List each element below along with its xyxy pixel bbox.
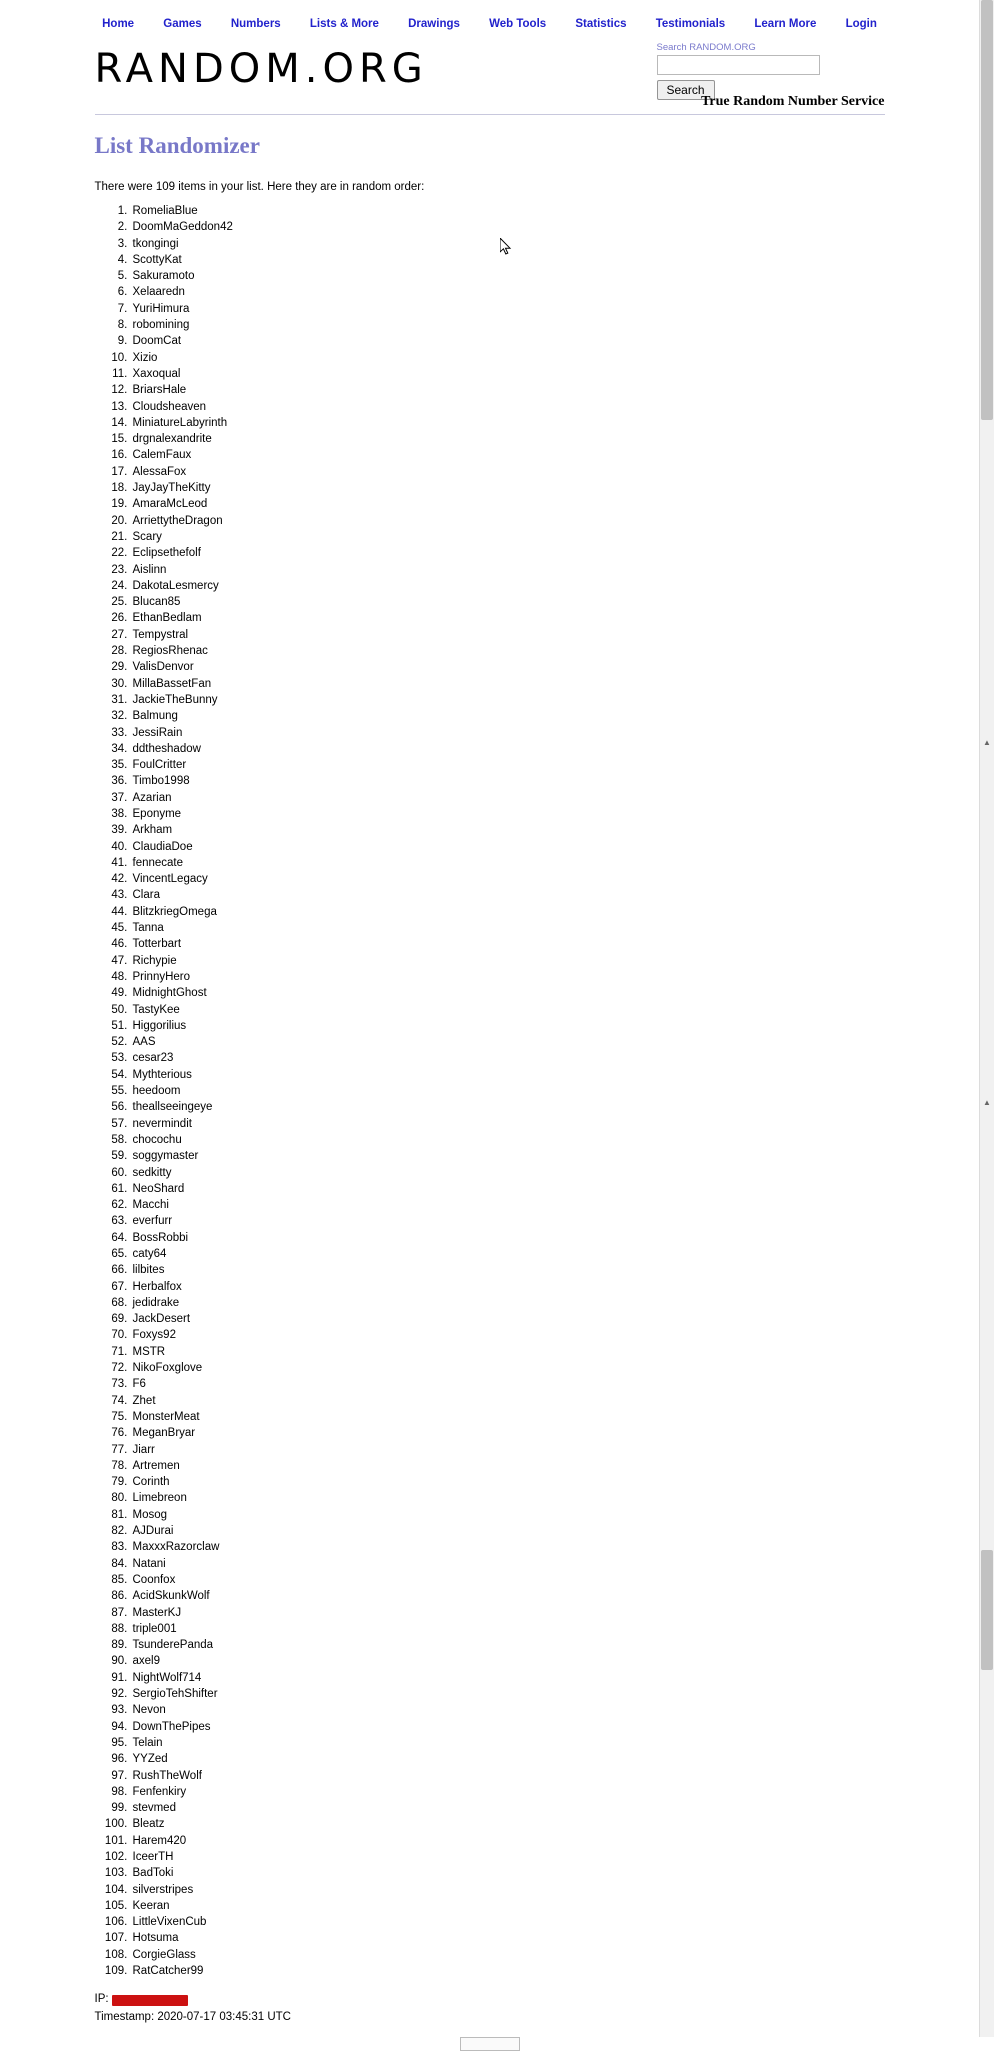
- list-item: 80. Limebreon: [131, 1490, 885, 1506]
- list-item: 24. DakotaLesmercy: [131, 578, 885, 594]
- list-item: 54. Mythterious: [131, 1067, 885, 1083]
- list-item: 74. Zhet: [131, 1393, 885, 1409]
- list-item: 7. YuriHimura: [131, 301, 885, 317]
- list-item: 64. BossRobbi: [131, 1230, 885, 1246]
- list-item: 35. FoulCritter: [131, 757, 885, 773]
- list-item: 44. BlitzkriegOmega: [131, 904, 885, 920]
- search-label: Search RANDOM.ORG: [656, 42, 756, 53]
- list-item: 76. MeganBryar: [131, 1425, 885, 1441]
- list-item: 108. CorgieGlass: [131, 1947, 885, 1963]
- list-item: 46. Totterbart: [131, 936, 885, 952]
- list-item: 60. sedkitty: [131, 1165, 885, 1181]
- list-item: 31. JackieTheBunny: [131, 692, 885, 708]
- list-item: 25. Blucan85: [131, 594, 885, 610]
- list-item: 84. Natani: [131, 1556, 885, 1572]
- list-item: 4. ScottyKat: [131, 252, 885, 268]
- list-item: 101. Harem420: [131, 1833, 885, 1849]
- nav-item-web-tools[interactable]: Web Tools: [489, 18, 547, 30]
- list-item: 57. nevermindit: [131, 1116, 885, 1132]
- ip-line: [95, 1993, 885, 2005]
- list-item: 77. Jiarr: [131, 1442, 885, 1458]
- nav-item-home[interactable]: Home: [102, 18, 135, 30]
- main-content: [95, 133, 885, 2051]
- list-item: 71. MSTR: [131, 1344, 885, 1360]
- list-item: 6. Xelaaredn: [131, 284, 885, 300]
- nav-item-statistics[interactable]: Statistics: [575, 18, 627, 30]
- list-item: 72. NikoFoxglove: [131, 1360, 885, 1376]
- list-item: 105. Keeran: [131, 1898, 885, 1914]
- list-item: 33. JessiRain: [131, 725, 885, 741]
- list-item: 99. stevmed: [131, 1800, 885, 1816]
- ip-redaction-bar: [112, 1995, 188, 2006]
- page-title: List Randomizer: [94, 133, 260, 158]
- list-item: 39. Arkham: [131, 822, 885, 838]
- list-item: 81. Mosog: [131, 1507, 885, 1523]
- site-tagline: True Random Number Service: [701, 94, 885, 109]
- list-item: 3. tkongingi: [131, 236, 885, 252]
- list-item: 104. silverstripes: [131, 1882, 885, 1898]
- list-item: 73. F6: [131, 1376, 885, 1392]
- nav-item-learn-more[interactable]: Learn More: [754, 18, 817, 30]
- list-item: 9. DoomCat: [131, 333, 885, 349]
- list-item: 68. jedidrake: [131, 1295, 885, 1311]
- nav-item-lists-and-more[interactable]: Lists & More: [309, 18, 379, 30]
- randomized-list: [95, 203, 885, 1979]
- list-item: 14. MiniatureLabyrinth: [131, 415, 885, 431]
- list-item: 40. ClaudiaDoe: [131, 839, 885, 855]
- result-intro-text: There were 109 items in your list. Here they are in random order:: [94, 181, 425, 193]
- list-item: 75. MonsterMeat: [131, 1409, 885, 1425]
- footer-info: [95, 1993, 885, 2023]
- nav-item-drawings[interactable]: Drawings: [408, 18, 460, 30]
- list-item: 8. robomining: [131, 317, 885, 333]
- search-button[interactable]: Search: [657, 80, 715, 100]
- list-item: 13. Cloudsheaven: [131, 399, 885, 415]
- list-item: 87. MasterKJ: [131, 1605, 885, 1621]
- list-item: 93. Nevon: [131, 1702, 885, 1718]
- list-item: 59. soggymaster: [131, 1148, 885, 1164]
- list-item: 20. ArriettytheDragon: [131, 513, 885, 529]
- list-item: 106. LittleVixenCub: [131, 1914, 885, 1930]
- list-item: 85. Coonfox: [131, 1572, 885, 1588]
- list-item: 27. Tempystral: [131, 627, 885, 643]
- scrollbar-thumb[interactable]: [981, 0, 993, 420]
- top-navigation: [0, 0, 979, 30]
- search-area: [657, 42, 857, 100]
- list-item: 82. AJDurai: [131, 1523, 885, 1539]
- search-input[interactable]: [657, 55, 820, 75]
- nav-item-games[interactable]: Games: [163, 18, 202, 30]
- list-item: 41. fennecate: [131, 855, 885, 871]
- scroll-down-icon[interactable]: ▲: [983, 1098, 991, 1107]
- list-item: 88. triple001: [131, 1621, 885, 1637]
- list-item: 50. TastyKee: [131, 1002, 885, 1018]
- scroll-up-icon[interactable]: ▲: [983, 738, 991, 747]
- list-item: 107. Hotsuma: [131, 1930, 885, 1946]
- list-item: 11. Xaxoqual: [131, 366, 885, 382]
- list-item: 19. AmaraMcLeod: [131, 496, 885, 512]
- list-item: 37. Azarian: [131, 790, 885, 806]
- list-item: 67. Herbalfox: [131, 1279, 885, 1295]
- list-item: 65. caty64: [131, 1246, 885, 1262]
- list-item: 38. Eponyme: [131, 806, 885, 822]
- list-item: 70. Foxys92: [131, 1327, 885, 1343]
- list-item: 51. Higgorilius: [131, 1018, 885, 1034]
- list-item: 28. RegiosRhenac: [131, 643, 885, 659]
- list-item: 53. cesar23: [131, 1050, 885, 1066]
- list-item: 62. Macchi: [131, 1197, 885, 1213]
- list-item: 36. Timbo1998: [131, 773, 885, 789]
- list-item: 30. MillaBassetFan: [131, 676, 885, 692]
- list-item: 1. RomeliaBlue: [131, 203, 885, 219]
- list-item: 103. BadToki: [131, 1865, 885, 1881]
- list-item: 98. Fenfenkiry: [131, 1784, 885, 1800]
- list-item: 92. SergioTehShifter: [131, 1686, 885, 1702]
- list-item: 5. Sakuramoto: [131, 268, 885, 284]
- list-item: 86. AcidSkunkWolf: [131, 1588, 885, 1604]
- scrollbar-thumb-secondary[interactable]: [981, 1550, 993, 1670]
- list-item: 45. Tanna: [131, 920, 885, 936]
- list-item: 78. Artremen: [131, 1458, 885, 1474]
- list-item: 22. Eclipsethefolf: [131, 545, 885, 561]
- nav-item-testimonials[interactable]: Testimonials: [655, 18, 726, 30]
- list-item: 29. ValisDenvor: [131, 659, 885, 675]
- list-item: 48. PrinnyHero: [131, 969, 885, 985]
- list-item: 90. axel9: [131, 1653, 885, 1669]
- list-item: 17. AlessaFox: [131, 464, 885, 480]
- site-logo[interactable]: RANDOM.ORG: [94, 46, 428, 92]
- bottom-widget: [460, 2037, 520, 2051]
- list-item: 15. drgnalexandrite: [131, 431, 885, 447]
- list-item: 96. YYZed: [131, 1751, 885, 1767]
- list-item: 61. NeoShard: [131, 1181, 885, 1197]
- list-item: 102. IceerTH: [131, 1849, 885, 1865]
- list-item: 66. lilbites: [131, 1262, 885, 1278]
- list-item: 95. Telain: [131, 1735, 885, 1751]
- list-item: 42. VincentLegacy: [131, 871, 885, 887]
- list-item: 34. ddtheshadow: [131, 741, 885, 757]
- list-item: 58. chocochu: [131, 1132, 885, 1148]
- list-item: 55. heedoom: [131, 1083, 885, 1099]
- list-item: 18. JayJayTheKitty: [131, 480, 885, 496]
- site-header: [95, 42, 885, 114]
- list-item: 83. MaxxxRazorclaw: [131, 1539, 885, 1555]
- timestamp-text: Timestamp: 2020-07-17 03:45:31 UTC: [94, 2011, 291, 2024]
- list-item: 69. JackDesert: [131, 1311, 885, 1327]
- list-item: 43. Clara: [131, 887, 885, 903]
- ip-label: IP:: [94, 1993, 109, 2006]
- list-item: 26. EthanBedlam: [131, 610, 885, 626]
- list-item: 2. DoomMaGeddon42: [131, 219, 885, 235]
- list-item: 16. CalemFaux: [131, 447, 885, 463]
- list-item: 97. RushTheWolf: [131, 1768, 885, 1784]
- list-item: 49. MidnightGhost: [131, 985, 885, 1001]
- list-item: 94. DownThePipes: [131, 1719, 885, 1735]
- vertical-scrollbar[interactable]: [979, 0, 994, 2037]
- list-item: 47. Richypie: [131, 953, 885, 969]
- list-item: 63. everfurr: [131, 1213, 885, 1229]
- list-item: 21. Scary: [131, 529, 885, 545]
- nav-item-numbers[interactable]: Numbers: [230, 18, 281, 30]
- list-item: 79. Corinth: [131, 1474, 885, 1490]
- header-divider: [95, 114, 885, 115]
- list-item: 89. TsunderePanda: [131, 1637, 885, 1653]
- nav-item-login[interactable]: Login: [845, 18, 877, 30]
- list-item: 10. Xizio: [131, 350, 885, 366]
- list-item: 91. NightWolf714: [131, 1670, 885, 1686]
- list-item: 12. BriarsHale: [131, 382, 885, 398]
- list-item: 109. RatCatcher99: [131, 1963, 885, 1979]
- list-item: 23. Aislinn: [131, 562, 885, 578]
- list-item: 100. Bleatz: [131, 1816, 885, 1832]
- list-item: 52. AAS: [131, 1034, 885, 1050]
- list-item: 56. theallseeingeye: [131, 1099, 885, 1115]
- list-item: 32. Balmung: [131, 708, 885, 724]
